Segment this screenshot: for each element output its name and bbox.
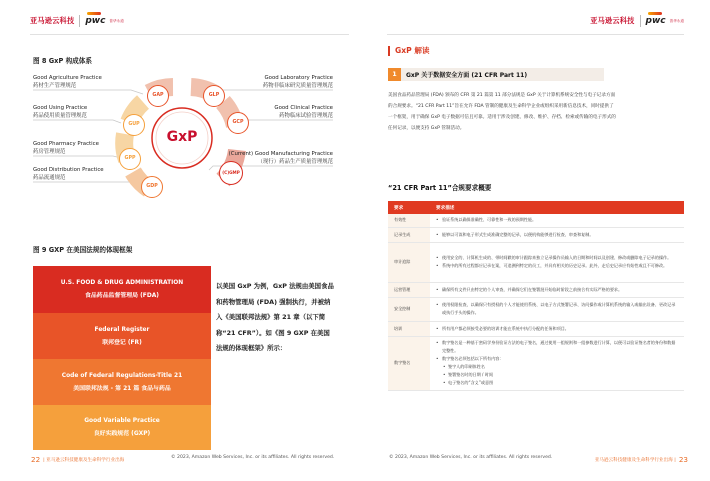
label-gdp — [33, 166, 104, 182]
pwc-cn: 普华永道 — [109, 18, 124, 23]
box-cfr-en: Code of Federal Regulations-Title 21 — [61, 372, 183, 379]
section-title — [388, 45, 430, 56]
box-fda-en: U.S. FOOD & DRUG ADMINISTRATION — [60, 280, 184, 286]
description-item: • 使用权限检查，以确保只有授权的个人才能使用系统、以电子方式签署记录、访问操作或计算机系统的输入或输出设备、更改记录或执行手头的操作。 — [436, 301, 678, 317]
description-item: • 系统中的所有过程都应记录在案，可追溯到特定的员工，并具有相关的历史记录。此外，走后史记录应有始性或且不可修改。 — [436, 262, 678, 270]
fig8-title: 图 8 GxP 构成体系 — [33, 57, 92, 65]
description-subitem: • 签字人的印刷体姓名 — [436, 363, 678, 371]
fig9-boxes — [33, 266, 211, 450]
node-gdp: GDP — [141, 176, 163, 198]
description-item: • 确保所有文件只由特定的个人审查，并确保它们在签署批开始临时阶段之前接合有实际严格的要求。 — [436, 286, 678, 294]
row-description — [430, 297, 684, 321]
row-description — [430, 336, 684, 390]
box-gxp-cn: 良好实践规范 (GXP) — [93, 431, 151, 437]
table-row — [388, 227, 684, 242]
fig9-description: 以美国 GxP 为例，GxP 法规由美国食品和药物管理局 (FDA) 强制执行，并被纳入《美国联邦法规》第 21 章（以下简称“21 CFR”）。如《图 9 GXP 在美国法规的体现框架》所示： — [216, 282, 334, 352]
box-fr-cn: 联邦登记 (FR) — [102, 339, 142, 346]
table-row — [388, 242, 684, 282]
table-header-row — [388, 201, 684, 214]
label-cgmp-en: (Current) Good Manufacturing Practice — [228, 151, 333, 157]
label-gup-en: Good Using Practice — [33, 105, 88, 111]
label-gap-en: Good Agriculture Practice — [33, 75, 102, 81]
label-cgmp — [229, 150, 333, 166]
box-gxp-en: Good Variable Practice — [84, 418, 160, 424]
row-requirement: 安全控制 — [388, 297, 430, 321]
gxp-diagram — [33, 72, 333, 222]
label-gdp-en: Good Distribution Practice — [33, 167, 104, 173]
table-row — [388, 214, 684, 227]
label-gcp-cn: 药物临床试验管理规范 — [279, 113, 333, 119]
pwc-logo-right: pwc — [645, 16, 666, 26]
description-item: • 数字签名必须包括以下所有内容： — [436, 355, 678, 363]
label-gap-cn: 药材生产管理规范 — [33, 83, 77, 89]
right-footer — [592, 455, 688, 464]
description-item: • 数字签名是一种基于密码学身份验证方法的电子签名，通过使用一组规则和一组参数进行计算，以便可以验证签名者的身份和数据完整性。 — [436, 339, 678, 355]
node-cgmp: (C)GMP — [219, 161, 243, 185]
node-gpp: GPP — [119, 148, 141, 170]
box-fda-cn: 食品药品监督管理局 (FDA) — [85, 293, 159, 299]
section-bar — [388, 46, 390, 56]
row-requirement: 记录生成 — [388, 227, 430, 242]
box-fda — [33, 266, 211, 313]
header-rule — [30, 34, 349, 35]
table-row — [388, 297, 684, 321]
node-gap: GAP — [147, 85, 169, 107]
table-row — [388, 282, 684, 297]
page-number-right: 23 — [678, 455, 688, 464]
subsection-title-text: GxP 关于数据安全方面 (21 CFR Part 11) — [406, 72, 528, 79]
right-footer-text: 亚马逊云科技健康及生命科学行业出海 | — [594, 457, 676, 463]
description-subitem: • 签署签名时的日期 / 时间 — [436, 371, 678, 379]
box-fr — [33, 313, 211, 359]
table-title: “21 CFR Part 11”合规要求概要 — [388, 184, 492, 192]
aws-brand-right: 亚马逊云科技 — [590, 16, 635, 25]
description-item: • 能够以可读和电子形式生成准确完整的记录，以便机构能够进行检查、审查和复制。 — [436, 231, 678, 239]
table-row — [388, 336, 684, 390]
row-description — [430, 227, 684, 242]
node-gcp: GCP — [227, 112, 249, 134]
left-footer — [31, 455, 124, 464]
section-title-text: GxP 解读 — [395, 46, 430, 55]
header-divider-right — [640, 15, 641, 27]
left-copyright: © 2023, Amazon Web Services, Inc. or its affiliates. All rights reserved. — [171, 455, 335, 460]
label-gup — [33, 104, 87, 120]
table-body — [388, 214, 684, 390]
right-header — [590, 10, 684, 32]
page-number-left: 22 — [31, 455, 41, 464]
label-gpp — [33, 140, 99, 156]
row-description — [430, 321, 684, 336]
pwc-logo: pwc — [85, 16, 106, 26]
table-row — [388, 321, 684, 336]
row-requirement: 审计追踪 — [388, 242, 430, 282]
label-glp-en: Good Laboratory Practice — [264, 75, 333, 81]
row-description — [430, 282, 684, 297]
intro-paragraph: 美国食品药品管理局 (FDA) 颁布的 CFR 第 21 篇第 11 部分法规是 GxP 关于计算机系统安全性与电子记录方面的合规要求。“21 CFR Part 11”旨在允许 FDA 管制的健康及生命科学企业或组织采用新信息技术，同时提供了一个框架，用于确保 GxP 电子数据可信且可靠。适用于涉及创建、修改、维护、存档、检索或传输的电子形式的任何记录，以便支持 GxP 管制活动。 — [388, 93, 616, 131]
left-header — [30, 10, 124, 32]
right-copyright: © 2023, Amazon Web Services, Inc. or its affiliates. All rights reserved. — [389, 455, 553, 460]
aws-brand: 亚马逊云科技 — [30, 16, 75, 25]
label-gpp-cn: 药房管理规范 — [33, 149, 66, 155]
label-gup-cn: 药品使用质量管理规范 — [33, 113, 87, 119]
col-header-desc: 要求描述 — [430, 201, 684, 214]
box-gxp — [33, 405, 211, 450]
row-requirement: 数字签名 — [388, 336, 430, 390]
box-fr-en: Federal Register — [94, 326, 150, 333]
subsection-title — [388, 68, 604, 81]
requirements-table — [388, 201, 684, 391]
label-cgmp-cn: （现行）药品生产质量管理规范 — [257, 159, 333, 165]
left-footer-text: | 亚马逊云科技健康及生命科学行业出海 — [43, 457, 125, 463]
description-item: • 验证系统以确保准确性、可靠性和一致的预期性能。 — [436, 216, 678, 224]
label-gcp — [274, 104, 333, 120]
col-header-req: 要求 — [388, 201, 430, 214]
row-description — [430, 214, 684, 227]
subsection-number: 1 — [388, 68, 401, 81]
header-rule-right — [387, 34, 684, 35]
label-glp — [263, 74, 333, 90]
node-gup: GUP — [123, 114, 145, 136]
label-gcp-en: Good Clinical Practice — [274, 105, 333, 111]
center-gxp-label: GxP — [166, 129, 198, 145]
label-gap — [33, 74, 102, 90]
box-cfr-cn: 美国联邦法规 - 第 21 篇 食品与药品 — [73, 385, 171, 392]
row-requirement: 有效性 — [388, 214, 430, 227]
label-gpp-en: Good Pharmacy Practice — [33, 141, 99, 147]
description-item: • 所有用户都必须接受必要的培训才能在系统中执行分配的任务和项目。 — [436, 325, 678, 333]
label-glp-cn: 药物非临床研究质量管理规范 — [262, 83, 333, 89]
row-requirement: 培训 — [388, 321, 430, 336]
right-page — [355, 0, 710, 481]
header-divider — [79, 15, 80, 27]
row-description — [430, 242, 684, 282]
pwc-cn-right: 普华永道 — [669, 18, 684, 23]
description-item: • 使用安全的、计算机生成的、带时间戳的审计跟踪来独立记录操作员输入的日期和时间以及创建、修改或删除电子记录的操作。 — [436, 254, 678, 262]
label-gdp-cn: 药品流通规范 — [33, 175, 66, 181]
description-subitem: • 电子签名的“含义”或意图 — [436, 379, 678, 387]
box-cfr — [33, 359, 211, 405]
fig9-title: 图 9 GXP 在美国法规的体现框架 — [33, 246, 133, 254]
row-requirement: 运营管理 — [388, 282, 430, 297]
node-glp: GLP — [203, 85, 225, 107]
